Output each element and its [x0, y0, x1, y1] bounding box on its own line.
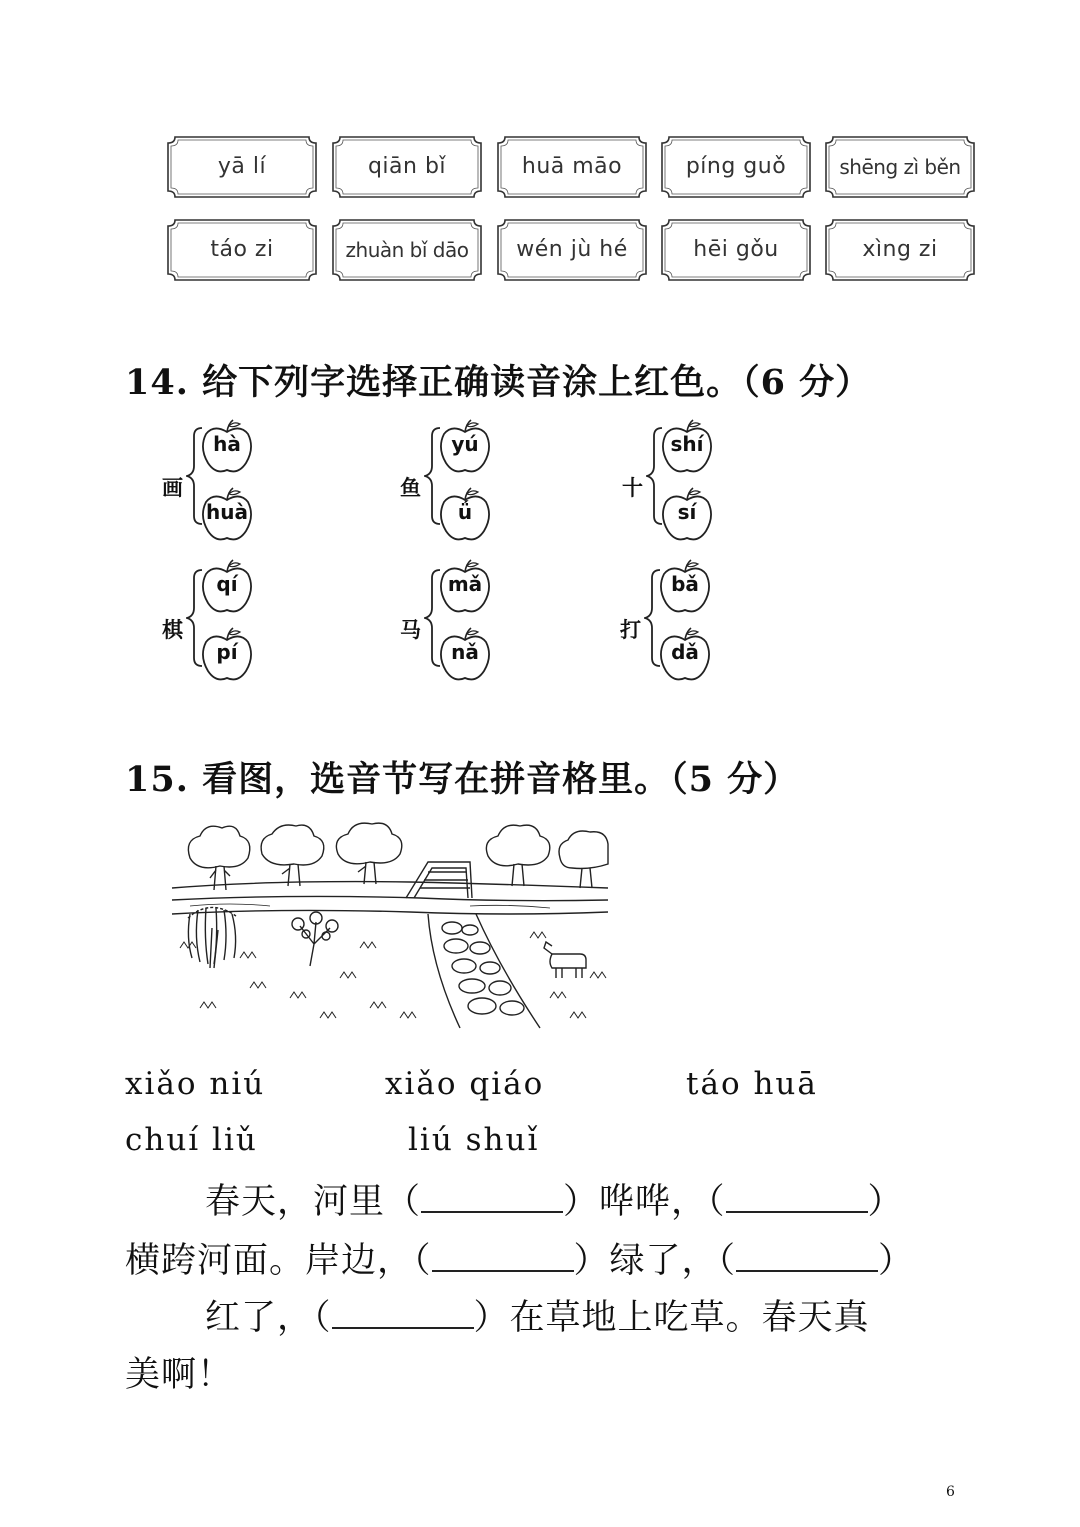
- answer-blank[interactable]: [332, 1301, 474, 1329]
- peach-tree-icon: [292, 912, 338, 966]
- word-box: [332, 136, 482, 198]
- apple-option-text: ǘ: [457, 500, 473, 524]
- apple-option-text: hà: [213, 432, 241, 456]
- word-box: [332, 219, 482, 281]
- word-box: [167, 219, 317, 281]
- apple-option-text: yú: [451, 432, 479, 456]
- q14-char: 打: [620, 618, 641, 642]
- apple-option[interactable]: [438, 486, 492, 544]
- word-box: [497, 219, 647, 281]
- pinyin-option: chuí liǔ: [125, 1122, 258, 1158]
- apple-option-text: nǎ: [451, 640, 479, 664]
- word-box: [825, 136, 975, 198]
- apple-option[interactable]: [438, 418, 492, 476]
- q14-char: 棋: [162, 618, 183, 642]
- apple-option[interactable]: [660, 486, 714, 544]
- answer-blank[interactable]: [421, 1185, 563, 1213]
- word-box-text: huā māo: [521, 154, 623, 179]
- apple-option-text: shí: [670, 432, 704, 456]
- passage-line-2: [125, 1233, 914, 1283]
- q14-group: [618, 558, 718, 678]
- word-box: [661, 219, 811, 281]
- q14-group: [398, 558, 498, 678]
- calf-icon: [544, 942, 586, 978]
- passage-text: ）: [867, 1182, 904, 1222]
- q14-char: 十: [622, 476, 643, 500]
- pinyin-option: xiǎo qiáo: [385, 1066, 545, 1102]
- q14-group: [398, 418, 498, 538]
- passage-text: ）绿了，（: [573, 1241, 737, 1281]
- q14-char: 画: [162, 476, 183, 500]
- passage-text: ）哗哗，（: [563, 1182, 726, 1222]
- word-box-text: qiān bǐ: [367, 154, 447, 179]
- word-box-text: wén jù hé: [516, 237, 628, 262]
- answer-blank[interactable]: [432, 1244, 574, 1272]
- answer-blank[interactable]: [736, 1244, 878, 1272]
- apple-option[interactable]: [658, 558, 712, 616]
- spring-landscape-illustration: [170, 818, 610, 1033]
- apple-option-text: pí: [216, 640, 238, 664]
- word-box: [497, 136, 647, 198]
- q14-char: 马: [400, 618, 421, 642]
- apple-option-text: sí: [677, 500, 697, 524]
- q14-char: 鱼: [400, 476, 421, 500]
- pinyin-option: xiǎo niú: [125, 1066, 266, 1102]
- pinyin-option: táo huā: [686, 1066, 818, 1102]
- apple-option[interactable]: [200, 558, 254, 616]
- apple-option[interactable]: [660, 418, 714, 476]
- word-box-text: shēng zì běn: [839, 155, 961, 179]
- apple-option-text: mǎ: [447, 572, 483, 596]
- willow-tree-icon: [188, 907, 236, 968]
- passage-text: ）: [878, 1241, 915, 1281]
- passage-text: 红了，（: [205, 1298, 332, 1338]
- apple-option[interactable]: [438, 558, 492, 616]
- answer-blank[interactable]: [726, 1185, 868, 1213]
- word-box: [825, 219, 975, 281]
- pinyin-option: liú shuǐ: [408, 1122, 540, 1158]
- passage-text: 横跨河面。岸边，（: [125, 1241, 432, 1281]
- passage-text: ）在草地上吃草。春天真: [473, 1298, 870, 1338]
- q14-group: [620, 418, 720, 538]
- question-14-heading: 14. 给下列字选择正确读音涂上红色。（6 分）: [125, 362, 872, 403]
- apple-option-text: qí: [216, 572, 238, 596]
- page-number: 6: [946, 1484, 955, 1500]
- word-box-text: hēi gǒu: [693, 237, 779, 262]
- word-box-text: xìng zi: [862, 237, 938, 262]
- word-box-text: píng guǒ: [685, 154, 787, 179]
- word-box: [167, 136, 317, 198]
- tree-icon: [188, 826, 249, 890]
- apple-option-text: dǎ: [671, 640, 699, 664]
- q14-group: [160, 418, 260, 538]
- apple-option[interactable]: [658, 626, 712, 684]
- q14-group: [160, 558, 260, 678]
- word-box: [661, 136, 811, 198]
- word-box-text: yā lí: [217, 154, 267, 179]
- apple-option-text: bǎ: [671, 572, 699, 596]
- passage-line-1: [205, 1174, 904, 1224]
- apple-option[interactable]: [200, 486, 254, 544]
- apple-option[interactable]: [200, 626, 254, 684]
- apple-option-text: huà: [206, 500, 248, 524]
- passage-text: 春天，河里（: [205, 1182, 422, 1222]
- passage-line-4: 美啊！: [125, 1355, 234, 1395]
- apple-option[interactable]: [438, 626, 492, 684]
- passage-line-3: [205, 1290, 870, 1340]
- apple-option[interactable]: [200, 418, 254, 476]
- word-box-text: zhuàn bǐ dāo: [345, 238, 469, 262]
- question-15-heading: 15. 看图，选音节写在拼音格里。（5 分）: [125, 759, 800, 800]
- word-box-text: táo zi: [210, 237, 274, 262]
